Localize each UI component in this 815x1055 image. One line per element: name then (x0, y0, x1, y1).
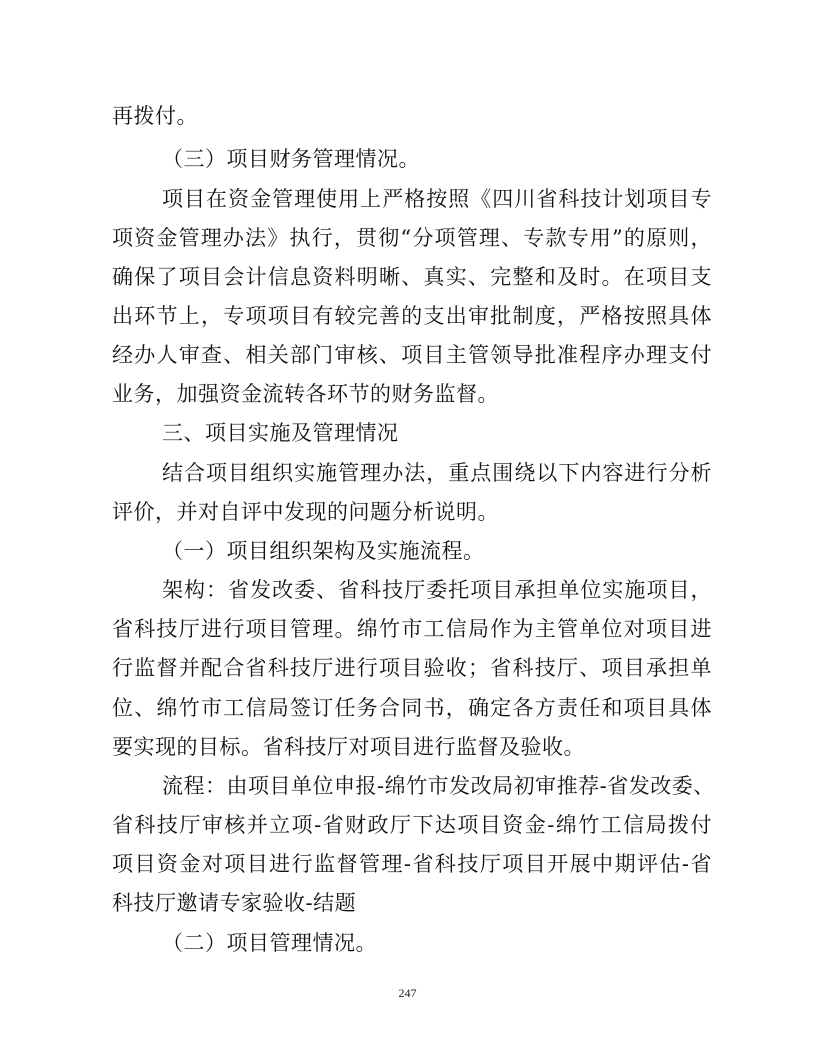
page-number: 247 (398, 986, 417, 1000)
paragraph-line: 项目资金对项目进行监督管理-省科技厅项目开展中期评估-省 (112, 852, 712, 876)
paragraph-line: 行监督并配合省科技厅进行项目验收；省科技厅、项目承担单 (112, 656, 712, 680)
section-heading: 三、项目实施及管理情况 (162, 421, 399, 445)
paragraph-line: 位、绵竹市工信局签订任务合同书，确定各方责任和项目具体 (112, 696, 712, 720)
paragraph-line: 项资金管理办法》执行，贯彻“分项管理、专款专用”的原则， (112, 226, 712, 250)
paragraph-line: 评价，并对自评中发现的问题分析说明。 (112, 500, 499, 524)
paragraph-line: 再拨付。 (112, 104, 198, 128)
paragraph-line: 业务，加强资金流转各环节的财务监督。 (112, 382, 499, 406)
paragraph-line: 架构：省发改委、省科技厅委托项目承担单位实施项目， (162, 578, 712, 602)
paragraph-line: 省科技厅进行项目管理。绵竹市工信局作为主管单位对项目进 (112, 617, 712, 641)
paragraph-line: 经办人审查、相关部门审核、项目主管领导批准程序办理支付 (112, 343, 712, 367)
paragraph-line: 出环节上，专项项目有较完善的支出审批制度，严格按照具体 (112, 304, 712, 328)
paragraph-line: 科技厅邀请专家验收-结题 (112, 891, 357, 915)
paragraph-line: 项目在资金管理使用上严格按照《四川省科技计划项目专 (162, 187, 712, 211)
section-heading: （二）项目管理情况。 (162, 931, 377, 955)
paragraph-line: 结合项目组织实施管理办法，重点围绕以下内容进行分析 (162, 461, 712, 485)
paragraph-line: 确保了项目会计信息资料明晰、真实、完整和及时。在项目支 (112, 265, 712, 289)
paragraph-line: 省科技厅审核并立项-省财政厅下达项目资金-绵竹工信局拨付 (112, 813, 712, 837)
section-heading: （一）项目组织架构及实施流程。 (162, 539, 485, 563)
section-heading: （三）项目财务管理情况。 (162, 147, 420, 171)
paragraph-line: 流程：由项目单位申报-绵竹市发改局初审推荐-省发改委、 (162, 774, 715, 798)
paragraph-line: 要实现的目标。省科技厅对项目进行监督及验收。 (112, 735, 585, 759)
